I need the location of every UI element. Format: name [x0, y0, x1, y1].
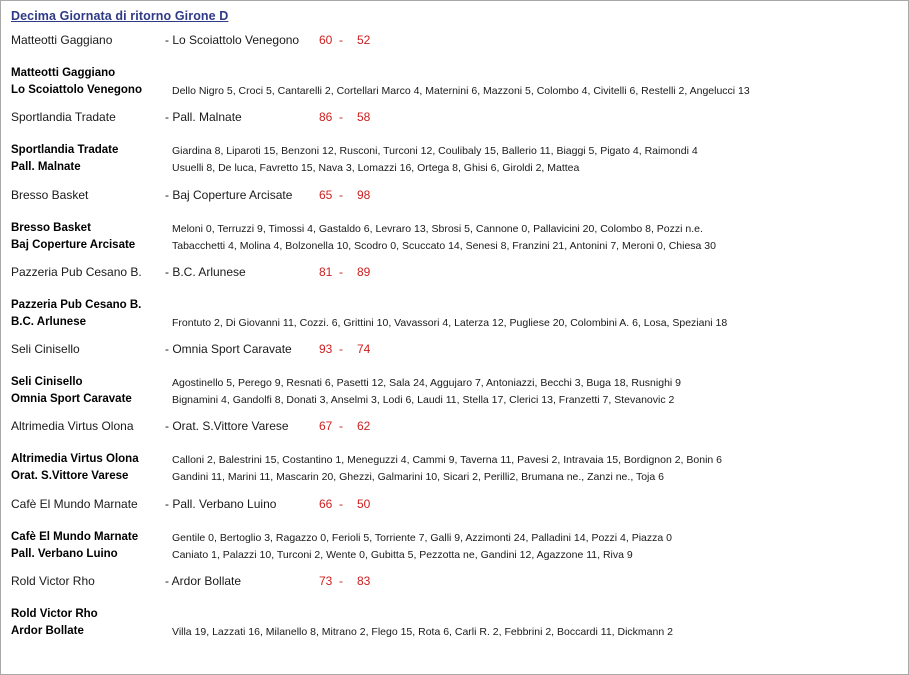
away-players: Bignamini 4, Gandolfi 8, Donati 3, Anselmi 3, Lodi 6, Laudi 11, Stella 17, Clerici 13, Franzetti 7, Stevanovic 2 — [172, 394, 675, 406]
away-team-heading: B.C. Arlunese — [11, 316, 86, 328]
home-score: 73 — [319, 574, 333, 588]
away-score: 52 — [357, 33, 371, 47]
home-team: Pazzeria Pub Cesano B. — [11, 265, 142, 279]
score-separator: - — [339, 574, 343, 588]
score-separator: - — [339, 265, 343, 279]
home-team: Bresso Basket — [11, 188, 89, 202]
away-team-heading: Pall. Verbano Luino — [11, 548, 118, 560]
match-result — [1, 188, 908, 206]
home-team: Matteotti Gaggiano — [11, 33, 113, 47]
home-score: 65 — [319, 188, 333, 202]
away-score: 58 — [357, 110, 371, 124]
away-team: - Lo Scoiattolo Venegono — [165, 33, 300, 47]
away-players: Caniato 1, Palazzi 10, Turconi 2, Wente 0, Gubitta 5, Pezzotta ne, Gandini 12, Agazzone 11, Riva 9 — [172, 549, 633, 561]
score-separator: - — [339, 342, 343, 356]
away-players: Frontuto 2, Di Giovanni 11, Cozzi. 6, Grittini 10, Vavassori 4, Laterza 12, Pugliese 20, Colombini A. 6, Losa, Speziani 18 — [172, 317, 728, 329]
away-score: 62 — [357, 419, 371, 433]
home-score: 66 — [319, 497, 333, 511]
home-team: Seli Cinisello — [11, 342, 80, 356]
home-score: 60 — [319, 33, 333, 47]
home-team-heading: Cafè El Mundo Marnate — [11, 531, 139, 543]
home-team: Sportlandia Tradate — [11, 110, 116, 124]
away-team: - Pall. Malnate — [165, 110, 242, 124]
away-players: Gandini 11, Marini 11, Mascarin 20, Ghezzi, Galmarini 10, Sicari 2, Perilli2, Brumana ne., Zanzi ne., Toja 6 — [172, 471, 664, 483]
away-team: - Pall. Verbano Luino — [165, 497, 277, 511]
away-team-heading: Ardor Bollate — [11, 625, 84, 637]
away-score: 74 — [357, 342, 371, 356]
away-team: - Orat. S.Vittore Varese — [165, 419, 289, 433]
match-result — [1, 33, 908, 51]
home-score: 67 — [319, 419, 333, 433]
score-separator: - — [339, 419, 343, 433]
home-team-heading: Sportlandia Tradate — [11, 144, 119, 156]
home-team-heading: Seli Cinisello — [11, 376, 83, 388]
away-team-heading: Omnia Sport Caravate — [11, 393, 132, 405]
away-score: 89 — [357, 265, 371, 279]
home-players: Agostinello 5, Perego 9, Resnati 6, Pasetti 12, Sala 24, Aggujaro 7, Antoniazzi, Becchi 3, Buga 18, Rusnighi 9 — [172, 377, 681, 389]
match-result — [1, 574, 908, 592]
away-team: - Baj Coperture Arcisate — [165, 188, 293, 202]
away-score: 50 — [357, 497, 371, 511]
home-players: Calloni 2, Balestrini 15, Costantino 1, Meneguzzi 4, Cammi 9, Taverna 11, Pavesi 2, Intravaia 15, Bordignon 2, Bonin 6 — [172, 454, 723, 466]
home-team-heading: Altrimedia Virtus Olona — [11, 453, 139, 465]
away-team-heading: Pall. Malnate — [11, 161, 81, 173]
home-score: 86 — [319, 110, 333, 124]
away-team-heading: Lo Scoiattolo Venegono — [11, 84, 142, 96]
away-players: Tabacchetti 4, Molina 4, Bolzonella 10, Scodro 0, Scuccato 14, Senesi 8, Franzini 21, Antonini 7, Meroni 0, Chiesa 30 — [172, 240, 716, 252]
away-players: Villa 19, Lazzati 16, Milanello 8, Mitrano 2, Flego 15, Rota 6, Carli R. 2, Febbrini 2, Boccardi 11, Dickmann 2 — [172, 626, 673, 638]
score-separator: - — [339, 497, 343, 511]
home-players: Meloni 0, Terruzzi 9, Timossi 4, Gastaldo 6, Levraro 13, Sbrosi 5, Cannone 0, Pallavicini 20, Colombo 8, Pozzi n.e. — [172, 223, 703, 235]
away-players: Dello Nigro 5, Croci 5, Cantarelli 2, Cortellari Marco 4, Maternini 6, Mazzoni 5, Colombo 4, Civitelli 6, Restelli 2, Angelucci 13 — [172, 85, 750, 97]
score-separator: - — [339, 188, 343, 202]
home-players: Gentile 0, Bertoglio 3, Ragazzo 0, Ferioli 5, Torriente 7, Galli 9, Azzimonti 24, Palladini 14, Pozzi 4, Piazza 0 — [172, 532, 672, 544]
match-result — [1, 497, 908, 515]
away-team-heading: Orat. S.Vittore Varese — [11, 470, 129, 482]
home-team-heading: Pazzeria Pub Cesano B. — [11, 299, 142, 311]
home-team-heading: Rold Victor Rho — [11, 608, 98, 620]
away-team-heading: Baj Coperture Arcisate — [11, 239, 136, 251]
home-players: Giardina 8, Liparoti 15, Benzoni 12, Rusconi, Turconi 12, Coulibaly 15, Ballerio 11, Biaggi 5, Pigato 4, Raimondi 4 — [172, 145, 698, 157]
score-separator: - — [339, 110, 343, 124]
home-team: Rold Victor Rho — [11, 574, 95, 588]
away-players: Usuelli 8, De luca, Favretto 15, Nava 3, Lomazzi 16, Ortega 8, Ghisi 6, Giroldi 2, Mattea — [172, 162, 580, 174]
home-score: 81 — [319, 265, 333, 279]
match-scorers — [1, 608, 908, 660]
home-team-heading: Matteotti Gaggiano — [11, 67, 116, 79]
away-score: 98 — [357, 188, 371, 202]
away-team: - Ardor Bollate — [165, 574, 242, 588]
away-team: - Omnia Sport Caravate — [165, 342, 292, 356]
home-team: Altrimedia Virtus Olona — [11, 419, 134, 433]
away-team: - B.C. Arlunese — [165, 265, 246, 279]
match-result — [1, 265, 908, 283]
page-title[interactable]: Decima Giornata di ritorno Girone D — [11, 9, 229, 23]
home-team: Cafè El Mundo Marnate — [11, 497, 138, 511]
away-score: 83 — [357, 574, 371, 588]
home-score: 93 — [319, 342, 333, 356]
match-result — [1, 419, 908, 437]
score-separator: - — [339, 33, 343, 47]
match-result — [1, 342, 908, 360]
home-team-heading: Bresso Basket — [11, 222, 91, 234]
match-result — [1, 110, 908, 128]
